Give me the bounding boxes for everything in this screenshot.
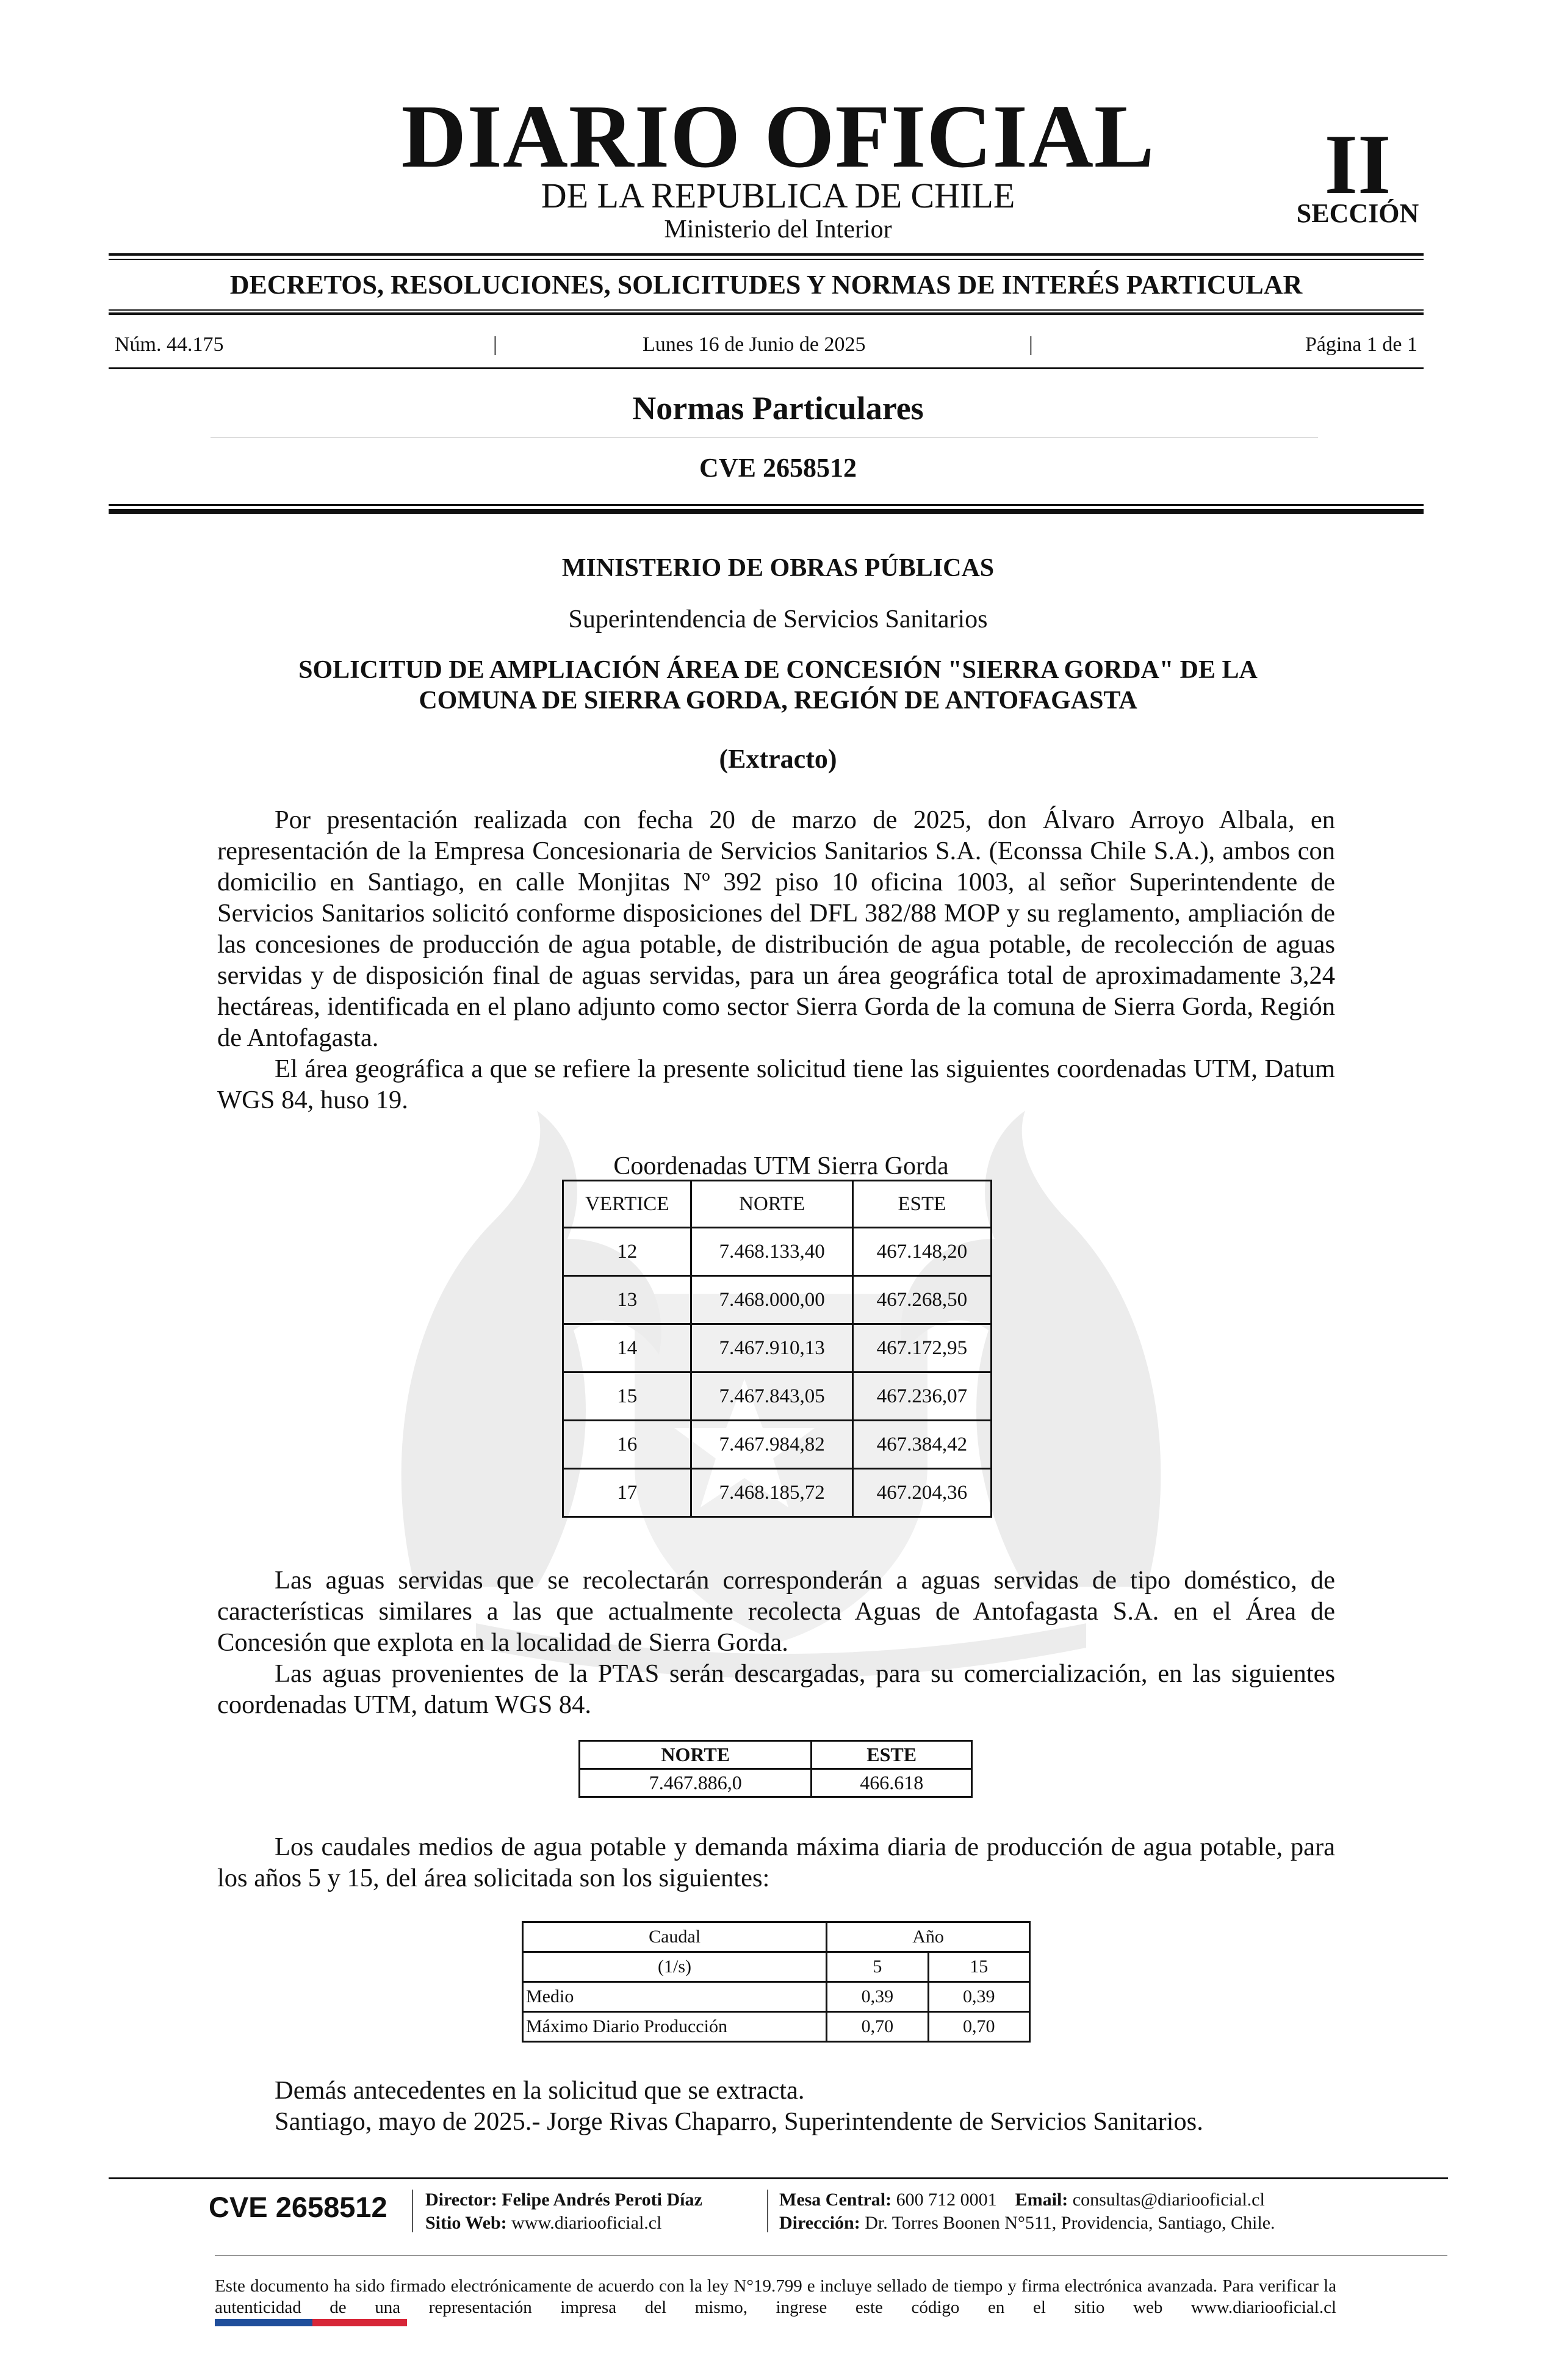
table-cell: 467.268,50 (852, 1276, 991, 1324)
section-heading: Normas Particulares (632, 390, 924, 427)
table-cell: 7.468.185,72 (691, 1469, 852, 1517)
table-cell: 16 (563, 1421, 691, 1469)
table-header-cell: VERTICE (563, 1181, 691, 1228)
paragraph-area: El área geográfica a que se refiere la presente solicitud tiene las siguientes coordenadas UTM, Datum WGS 84, huso 19. (217, 1055, 1335, 1114)
table-cell: 467.204,36 (852, 1469, 991, 1517)
table-cell: 12 (563, 1228, 691, 1276)
table-cell: 7.467.843,05 (691, 1372, 852, 1421)
table-header-row (523, 1922, 1030, 1952)
coords-table-caption: Coordenadas UTM Sierra Gorda (613, 1152, 949, 1180)
table-header-row (580, 1741, 972, 1769)
footer-director-block (425, 2188, 767, 2235)
category-rule (109, 309, 1424, 311)
flow-table (522, 1921, 1031, 2043)
table-header-cell: Caudal (523, 1922, 827, 1952)
document-title-line2: COMUNA DE SIERRA GORDA, REGIÓN DE ANTOFAGASTA (419, 687, 1137, 715)
footer-divider (767, 2190, 768, 2232)
table-cell: 0,70 (928, 2012, 1029, 2042)
table-cell: 17 (563, 1469, 691, 1517)
table-cell: 7.468.133,40 (691, 1228, 852, 1276)
table-header-row (523, 1952, 1030, 1982)
discharge-table (578, 1740, 973, 1798)
header-rule-thin (109, 259, 1424, 260)
table-row (563, 1228, 992, 1276)
site-label: Sitio Web: (425, 2213, 507, 2233)
email-label: Email: (1015, 2190, 1068, 2210)
table-cell: 15 (563, 1372, 691, 1421)
address-value: Dr. Torres Boonen N°511, Providencia, Santiago, Chile. (865, 2213, 1275, 2233)
footer-cve: CVE 2658512 (209, 2191, 387, 2223)
director-label: Director: (425, 2190, 497, 2210)
body-rule-thick (109, 509, 1424, 514)
table-header-cell: 15 (928, 1952, 1029, 1982)
table-cell: 466.618 (812, 1769, 972, 1797)
table-cell: 467.384,42 (852, 1421, 991, 1469)
category-banner: DECRETOS, RESOLUCIONES, SOLICITUDES Y NORMAS DE INTERÉS PARTICULAR (229, 270, 1303, 300)
issue-date: Lunes 16 de Junio de 2025 (643, 333, 866, 356)
masthead-ministry: Ministerio del Interior (664, 215, 892, 243)
email-link[interactable]: consultas@diariooficial.cl (1072, 2190, 1265, 2210)
cve-code: CVE 2658512 (699, 453, 857, 483)
normas-rule (211, 437, 1318, 438)
address-label: Dirección: (779, 2213, 860, 2233)
header-rule (109, 253, 1424, 256)
coords-table (562, 1180, 992, 1518)
paragraph-request: Por presentación realizada con fecha 20 de marzo de 2025, don Álvaro Arroyo Albala, en representación de la Empresa Concesionaria de Servicios Sanitarios S.A. (Econssa Chile S.A.), ambos con domicilio en Santiago, en calle Monjitas Nº 392 piso 10 oficina 1003, al señor Superintendente de Servicios Sanitarios solicitó conforme disposiciones del DFL 382/88 MOP y su reglamento, ampliación de las concesiones de producción de agua potable, de distribución de agua potable, de recolección de aguas servidas y de disposición final de aguas servidas, para un área geográfica total de aproximadamente 3,24 hectáreas, identificada en el plano adjunto como sector Sierra Gorda de la comuna de Sierra Gorda, Región de Antofagasta. (217, 806, 1335, 1052)
table-header-row (563, 1181, 992, 1228)
table-header-cell: ESTE (852, 1181, 991, 1228)
extract-label: (Extracto) (719, 744, 837, 774)
footer-note-rule (215, 2255, 1447, 2256)
table-header-cell: Año (827, 1922, 1030, 1952)
body-paragraphs-2 (217, 1565, 1335, 1720)
table-header-cell: NORTE (580, 1741, 812, 1769)
footer-contact-block (779, 2188, 1365, 2235)
table-cell: 13 (563, 1276, 691, 1324)
table-row (523, 2012, 1030, 2042)
phone-label: Mesa Central: (779, 2190, 892, 2210)
document-title-line1: SOLICITUD DE AMPLIACIÓN ÁREA DE CONCESIÓN "SIERRA GORDA" DE LA (298, 656, 1258, 684)
table-cell: 467.236,07 (852, 1372, 991, 1421)
ministry-heading: MINISTERIO DE OBRAS PÚBLICAS (561, 554, 995, 582)
table-cell: 467.148,20 (852, 1228, 991, 1276)
footer-legal-note: Este documento ha sido firmado electrónicamente de acuerdo con la ley N°19.799 e incluye sellado de tiempo y firma electrónica avanzada. Para verificar la autenticidad de una representación impresa del mismo, ingrese este código en el sitio web www.diariooficial.cl (215, 2276, 1336, 2317)
table-row (580, 1769, 972, 1797)
body-paragraphs-3 (217, 1831, 1335, 1894)
paragraph-flow: Los caudales medios de agua potable y demanda máxima diaria de producción de agua potable, para los años 5 y 15, del área solicitada son los siguientes: (217, 1833, 1335, 1892)
page-count: Página 1 de 1 (1305, 333, 1417, 356)
table-row (523, 1982, 1030, 2012)
table-row-label: Máximo Diario Producción (523, 2012, 827, 2042)
table-header-cell: NORTE (691, 1181, 852, 1228)
table-header-cell: ESTE (812, 1741, 972, 1769)
masthead-title: DIARIO OFICIAL (401, 87, 1155, 187)
flag-stripe-red (312, 2319, 407, 2326)
table-cell: 7.467.984,82 (691, 1421, 852, 1469)
flag-stripe-blue (215, 2319, 312, 2326)
meta-rule (109, 367, 1424, 369)
paragraph-discharge: Las aguas provenientes de la PTAS serán descargadas, para su comercialización, en las siguientes coordenadas UTM, datum WGS 84. (217, 1659, 1335, 1719)
phone-value: 600 712 0001 (896, 2190, 997, 2210)
table-row-label: Medio (523, 1982, 827, 2012)
table-header-cell: (1/s) (523, 1952, 827, 1982)
section-number: II (1324, 117, 1391, 212)
table-row (563, 1372, 992, 1421)
document-title (183, 655, 1373, 716)
section-label: SECCIÓN (1296, 198, 1419, 228)
table-cell: 7.468.000,00 (691, 1276, 852, 1324)
category-rule-thick (109, 312, 1424, 315)
meta-separator: | (1029, 333, 1033, 356)
table-row (563, 1469, 992, 1517)
director-name: Felipe Andrés Peroti Díaz (502, 2190, 702, 2210)
closing-signature: Santiago, mayo de 2025.- Jorge Rivas Chaparro, Superintendente de Servicios Sanitarios. (275, 2107, 1203, 2136)
table-row (563, 1421, 992, 1469)
site-link[interactable]: www.diariooficial.cl (511, 2213, 662, 2233)
masthead-subtitle: DE LA REPUBLICA DE CHILE (541, 176, 1015, 215)
footer-divider (412, 2190, 413, 2232)
table-row (563, 1276, 992, 1324)
table-cell: 467.172,95 (852, 1324, 991, 1372)
body-paragraphs-1 (217, 804, 1335, 1116)
issue-number: Núm. 44.175 (115, 333, 224, 356)
closing-note: Demás antecedentes en la solicitud que se extracta. (275, 2076, 805, 2105)
closing-block (275, 2075, 1373, 2137)
footer-rule (109, 2177, 1448, 2179)
table-cell: 0,70 (827, 2012, 928, 2042)
table-cell: 7.467.910,13 (691, 1324, 852, 1372)
table-cell: 0,39 (928, 1982, 1029, 2012)
body-rule-top (109, 504, 1424, 506)
table-cell: 14 (563, 1324, 691, 1372)
meta-separator: | (493, 333, 497, 356)
agency-heading: Superintendencia de Servicios Sanitarios (568, 605, 988, 633)
table-cell: 7.467.886,0 (580, 1769, 812, 1797)
table-cell: 0,39 (827, 1982, 928, 2012)
table-header-cell: 5 (827, 1952, 928, 1982)
paragraph-wastewater: Las aguas servidas que se recolectarán corresponderán a aguas servidas de tipo doméstico, de características similares a las que actualmente recolecta Aguas de Antofagasta S.A. en el Área de Concesión que explota en la localidad de Sierra Gorda. (217, 1566, 1335, 1657)
table-row (563, 1324, 992, 1372)
